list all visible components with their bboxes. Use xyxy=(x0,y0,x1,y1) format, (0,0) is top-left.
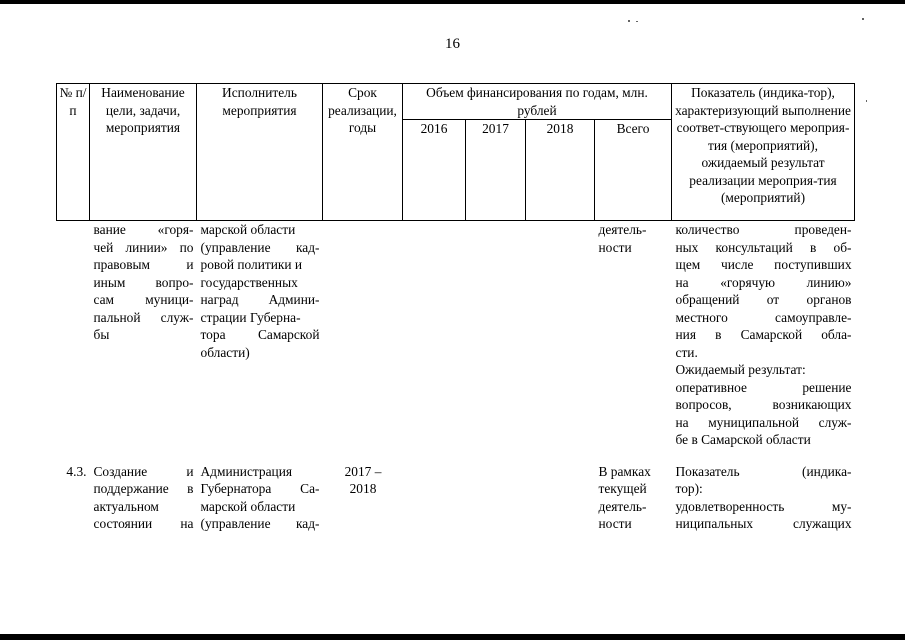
row-num: 4.3. xyxy=(66,463,87,479)
row-total-line: деятель- xyxy=(598,222,647,237)
program-measures-table xyxy=(56,83,855,533)
row-executor-line: марской области xyxy=(200,498,296,514)
row-indicator-line: на «горячую линию» xyxy=(675,274,852,290)
row-name-line: чей линии» по xyxy=(93,239,194,255)
row-indicator xyxy=(672,463,855,533)
row-indicator-line: ниципальных служащих xyxy=(675,516,852,531)
row-name xyxy=(90,221,197,449)
row-2017 xyxy=(466,221,526,449)
row-indicator xyxy=(672,221,855,449)
header-term xyxy=(323,84,403,221)
row-executor-line: ровой политики и xyxy=(200,257,303,272)
row-spacer xyxy=(57,449,855,463)
row-executor-line: тора Самарской xyxy=(200,327,320,342)
row-term xyxy=(323,463,403,533)
table-row xyxy=(57,463,855,533)
row-name-line: правовым и xyxy=(93,257,194,272)
row-total-line: ности xyxy=(598,516,632,531)
row-indicator-line: Показатель (индика- xyxy=(675,463,852,479)
header-funding-text: Объем финансирования по годам, млн. рублей xyxy=(426,85,648,118)
row-indicator-line: местного самоуправле- xyxy=(675,309,852,325)
row-2018 xyxy=(526,221,595,449)
scan-speck xyxy=(862,18,864,20)
row-term xyxy=(323,221,403,449)
row-name-line: актуальном xyxy=(93,498,159,514)
row-2016 xyxy=(403,221,466,449)
header-num-text: № п/п xyxy=(59,85,87,118)
row-executor-line: наград Админи- xyxy=(200,292,320,307)
row-indicator-line: оперативное решение xyxy=(675,379,852,395)
header-num xyxy=(57,84,90,221)
row-name-line: иным вопро- xyxy=(93,274,194,290)
row-indicator-line: ных консультаций в об- xyxy=(675,239,852,255)
row-name-line: вание «горя- xyxy=(93,222,194,237)
row-executor-line: Администрация xyxy=(200,463,293,479)
row-indicator-line: бе в Самарской области xyxy=(675,432,811,447)
header-name xyxy=(90,84,197,221)
scan-bottom-edge xyxy=(0,634,905,640)
row-num xyxy=(57,221,90,449)
row-term-line: 2017 – xyxy=(344,463,382,479)
row-name xyxy=(90,463,197,533)
table-row xyxy=(57,221,855,449)
row-executor xyxy=(197,221,323,449)
row-total-line: ности xyxy=(598,239,632,255)
row-indicator-line: щем числе поступивших xyxy=(675,257,852,272)
scan-speck xyxy=(636,21,638,22)
scan-top-edge xyxy=(0,0,905,4)
scan-speck xyxy=(866,100,867,102)
row-total-line: В рамках xyxy=(598,463,651,479)
row-executor xyxy=(197,463,323,533)
header-funding xyxy=(403,84,672,120)
header-name-text: Наименование цели, задачи, мероприятия xyxy=(101,85,185,135)
header-indicator xyxy=(672,84,855,221)
row-2017 xyxy=(466,463,526,533)
row-indicator-line: тор): xyxy=(675,481,703,496)
row-executor-line: Губернатора Са- xyxy=(200,481,320,496)
row-name-line: сам муници- xyxy=(93,292,194,307)
row-total xyxy=(595,221,672,449)
row-name-line: пальной служ- xyxy=(93,309,194,325)
row-total-line: текущей xyxy=(598,481,647,496)
row-indicator-line: на муниципальной служ- xyxy=(675,414,852,430)
row-name-line: бы xyxy=(93,327,110,342)
row-indicator-line: ния в Самарской обла- xyxy=(675,327,852,342)
row-indicator-line: удовлетворенность му- xyxy=(675,498,852,514)
table-header-row xyxy=(57,84,855,120)
row-2018 xyxy=(526,463,595,533)
row-total xyxy=(595,463,672,533)
header-year-2017: 2017 xyxy=(466,120,526,221)
row-indicator-line: вопросов, возникающих xyxy=(675,397,852,412)
row-executor-line: марской области xyxy=(200,222,296,237)
row-name-line: Создание и xyxy=(93,463,194,479)
row-indicator-line: сти. xyxy=(675,344,698,360)
row-term-line: 2018 xyxy=(349,481,377,496)
header-year-2016: 2016 xyxy=(403,120,466,221)
row-name-line: поддержание в xyxy=(93,481,194,496)
row-executor-line: области) xyxy=(200,344,250,360)
row-2016 xyxy=(403,463,466,533)
header-year-2018: 2018 xyxy=(526,120,595,221)
header-indicator-text: Показатель (индика-тор), характеризующий выполнение соответ-ствующего мероприя-тия (мероприятий), ожидаемый результат реализации мероприя-тия (мероприятий) xyxy=(675,85,851,205)
row-name-line: состоянии на xyxy=(93,516,194,531)
header-executor-text: Исполнитель мероприятия xyxy=(222,85,297,118)
row-executor-line: (управление кад- xyxy=(200,516,320,531)
row-executor-line: страции Губерна- xyxy=(200,309,301,325)
page-number: 16 xyxy=(445,36,460,52)
row-indicator-line: обращений от органов xyxy=(675,292,852,307)
row-executor-line: (управление кад- xyxy=(200,239,320,255)
header-total: Всего xyxy=(595,120,672,221)
row-indicator-line: Ожидаемый результат: xyxy=(675,362,806,377)
row-indicator-line: количество проведен- xyxy=(675,222,852,237)
row-total-line: деятель- xyxy=(598,498,647,514)
scan-speck xyxy=(628,20,630,22)
row-executor-line: государственных xyxy=(200,274,298,290)
header-executor xyxy=(197,84,323,221)
header-term-text: Срок реализации, годы xyxy=(328,85,397,135)
